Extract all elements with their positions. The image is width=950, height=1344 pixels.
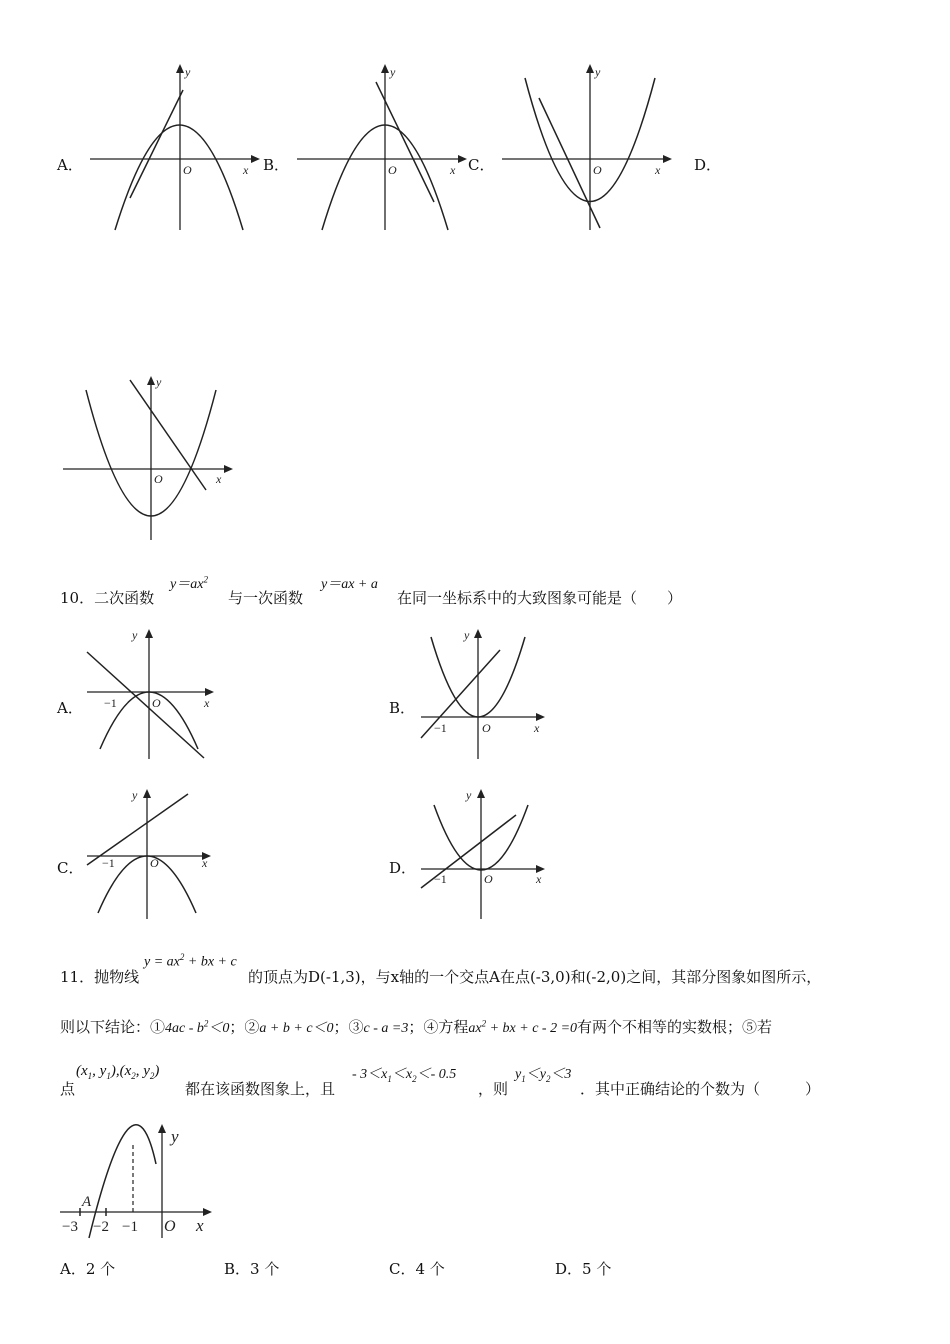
q9-option-d-label: D． (694, 156, 722, 174)
parabola (115, 125, 243, 230)
q11-line3-then: ，则 (478, 1080, 509, 1098)
q11-inequality-y (515, 1063, 571, 1084)
x-label: x (243, 163, 249, 177)
q11-conclusion-4 (468, 1018, 578, 1036)
x-axis-arrow (251, 155, 260, 163)
q11-pts-s1: 1 (87, 1071, 93, 1081)
q11-ineq1-b: ＜x (391, 1067, 413, 1082)
q11-inequality-x (352, 1063, 456, 1084)
y-label: y (464, 628, 470, 642)
y-label: y (132, 628, 138, 642)
x-label: x (536, 872, 542, 886)
q10-linear: y＝ax + a (321, 577, 378, 592)
q11-conclusion-1 (165, 1018, 230, 1036)
y-axis-arrow (474, 629, 482, 638)
q11-c4-exp: 2 (481, 1018, 487, 1029)
q11-line3-pre: 点 (60, 1080, 76, 1098)
q9-option-a-label: A． (57, 156, 83, 174)
q11-c4-tail: 有两个不相等的实数根；⑤若 (577, 1018, 773, 1036)
origin-label: O (152, 696, 161, 710)
x-axis-arrow (458, 155, 467, 163)
q11-line2 (60, 1016, 772, 1037)
q11-pts-e: ) (154, 1063, 160, 1079)
tick-minus-1: −1 (434, 872, 447, 886)
x-label: x (204, 696, 210, 710)
origin-label: O (482, 721, 491, 735)
x-label: x (202, 856, 208, 870)
q11-answer-b: B．3 个 (224, 1260, 280, 1278)
tick-minus-1: −1 (104, 696, 117, 710)
q11-function-exp: 2 (179, 952, 185, 962)
q10-option-a-label: A． (57, 699, 83, 717)
y-label: y (185, 65, 191, 79)
q11-points (76, 1063, 159, 1081)
q11-c4-pre: ；④方程 (408, 1018, 469, 1036)
q11-number: 11．抛物线 (60, 968, 140, 986)
q11-function (144, 952, 237, 971)
q11-function-rest: + bx + c (184, 954, 237, 970)
q11-line3-mid: 都在该函数图象上，且 (185, 1080, 336, 1098)
q11-answer-a: A．2 个 (60, 1260, 116, 1278)
y-axis-arrow (586, 64, 594, 73)
point-a-label: A (82, 1194, 92, 1210)
q9-option-b-label: B． (263, 156, 290, 174)
q11-conclusion-2: a + b + c＜0 (259, 1021, 334, 1036)
q10-graph-a (82, 625, 222, 765)
q10-option-c-label: C． (57, 859, 84, 877)
q10-graph-b (416, 625, 556, 765)
q11-conclusion-3: c - a =3 (363, 1021, 409, 1036)
q11-ineq2-b: ＜y (525, 1067, 546, 1082)
q11-answer-d: D．5 个 (555, 1260, 612, 1278)
q10-graph-d (416, 785, 556, 925)
tick-minus-3: −3 (62, 1219, 78, 1235)
y-axis-arrow (176, 64, 184, 73)
x-axis-arrow (203, 1208, 212, 1216)
q11-pts-c: ),(x (110, 1063, 132, 1079)
q11-line1: 的顶点为D(-1,3)，与x轴的一个交点A在点(-3,0)和(-2,0)之间，其部分图象如图所示， (248, 968, 822, 986)
q11-answer-c: C．4 个 (389, 1260, 445, 1278)
x-label: x (196, 1216, 204, 1235)
q9-option-c-label: C． (468, 156, 495, 174)
y-axis-arrow (381, 64, 389, 73)
x-label: x (655, 163, 661, 177)
y-axis-arrow (145, 629, 153, 638)
origin-label: O (593, 163, 602, 177)
origin-label: O (150, 856, 159, 870)
q10-quadratic-text: y＝ax (170, 577, 204, 592)
y-axis-arrow (143, 789, 151, 798)
q9-graph-a (85, 60, 265, 235)
q10-option-b-label: B． (389, 699, 416, 717)
q11-ineq2-s2: 2 (545, 1073, 551, 1084)
y-label: y (171, 1127, 179, 1146)
q11-function-text: y = ax (144, 954, 180, 970)
q11-ineq1-a: - 3＜x (352, 1067, 388, 1082)
q11-c4-text: ax (468, 1021, 482, 1036)
q10-option-d-label: D． (389, 859, 417, 877)
q11-ineq1-c: ＜- 0.5 (416, 1067, 457, 1082)
q10-quadratic-exp: 2 (203, 574, 208, 585)
origin-label: O (154, 472, 163, 486)
q11-c4-rest: + bx + c - 2 =0 (486, 1021, 578, 1036)
q11-ineq2-a: y (515, 1067, 522, 1082)
x-axis-arrow (536, 713, 545, 721)
y-label: y (390, 65, 396, 79)
q11-ineq2-s1: 1 (521, 1073, 526, 1084)
x-label: x (216, 472, 222, 486)
q11-pts-a: (x (76, 1063, 88, 1079)
y-label: y (466, 788, 472, 802)
q11-c3-pre: ；③ (333, 1018, 364, 1036)
q11-pts-s2: 1 (106, 1071, 111, 1081)
q10-stem (60, 587, 154, 608)
q10-tail-text: 在同一坐标系中的大致图象可能是（ ） (397, 589, 683, 607)
tick-minus-2: −2 (93, 1219, 109, 1235)
origin-label: O (388, 163, 397, 177)
q9-graph-c (497, 60, 677, 235)
y-label: y (156, 375, 162, 389)
x-label: x (534, 721, 540, 735)
y-label: y (132, 788, 138, 802)
x-axis-arrow (205, 688, 214, 696)
q11-pts-b: , y (92, 1063, 107, 1079)
q11-ineq2-c: ＜3 (550, 1067, 572, 1082)
tick-minus-1: −1 (122, 1219, 138, 1235)
origin-label: O (484, 872, 493, 886)
q11-line3-tail: ．其中正确结论的个数为（ ） (580, 1080, 821, 1098)
x-axis-arrow (663, 155, 672, 163)
q11-ineq1-s1: 1 (387, 1073, 392, 1084)
origin-label: O (183, 163, 192, 177)
q9-graph-d (58, 372, 243, 547)
q11-pts-s3: 2 (131, 1071, 136, 1081)
origin-label: O (164, 1218, 176, 1235)
y-axis-arrow (477, 789, 485, 798)
line (539, 98, 600, 228)
q11-line2-pre: 则以下结论：① (60, 1018, 166, 1036)
q11-c2-pre: ；② (229, 1018, 260, 1036)
q11-pts-s4: 2 (149, 1071, 155, 1081)
q11-c1-text: 4ac - b (165, 1021, 204, 1036)
line (130, 380, 206, 490)
q9-graph-b (292, 60, 472, 235)
q11-graph (58, 1120, 223, 1245)
q11-ineq1-s2: 2 (412, 1073, 417, 1084)
q10-quadratic (170, 573, 208, 593)
y-label: y (595, 65, 601, 79)
x-label: x (450, 163, 456, 177)
q10-mid-text: 与一次函数 (228, 589, 304, 607)
q11-c1-tail: ＜0 (208, 1021, 230, 1036)
q10-number: 10．二次函数 (60, 589, 155, 607)
x-axis-arrow (224, 465, 233, 473)
line (87, 794, 188, 865)
line (130, 90, 183, 198)
q11-c1-exp: 2 (203, 1018, 209, 1029)
q11-pts-d: , y (135, 1063, 150, 1079)
tick-minus-1: −1 (434, 721, 447, 735)
q10-graph-c (82, 785, 222, 925)
y-axis-arrow (158, 1124, 166, 1133)
tick-minus-1: −1 (102, 856, 115, 870)
y-axis-arrow (147, 376, 155, 385)
